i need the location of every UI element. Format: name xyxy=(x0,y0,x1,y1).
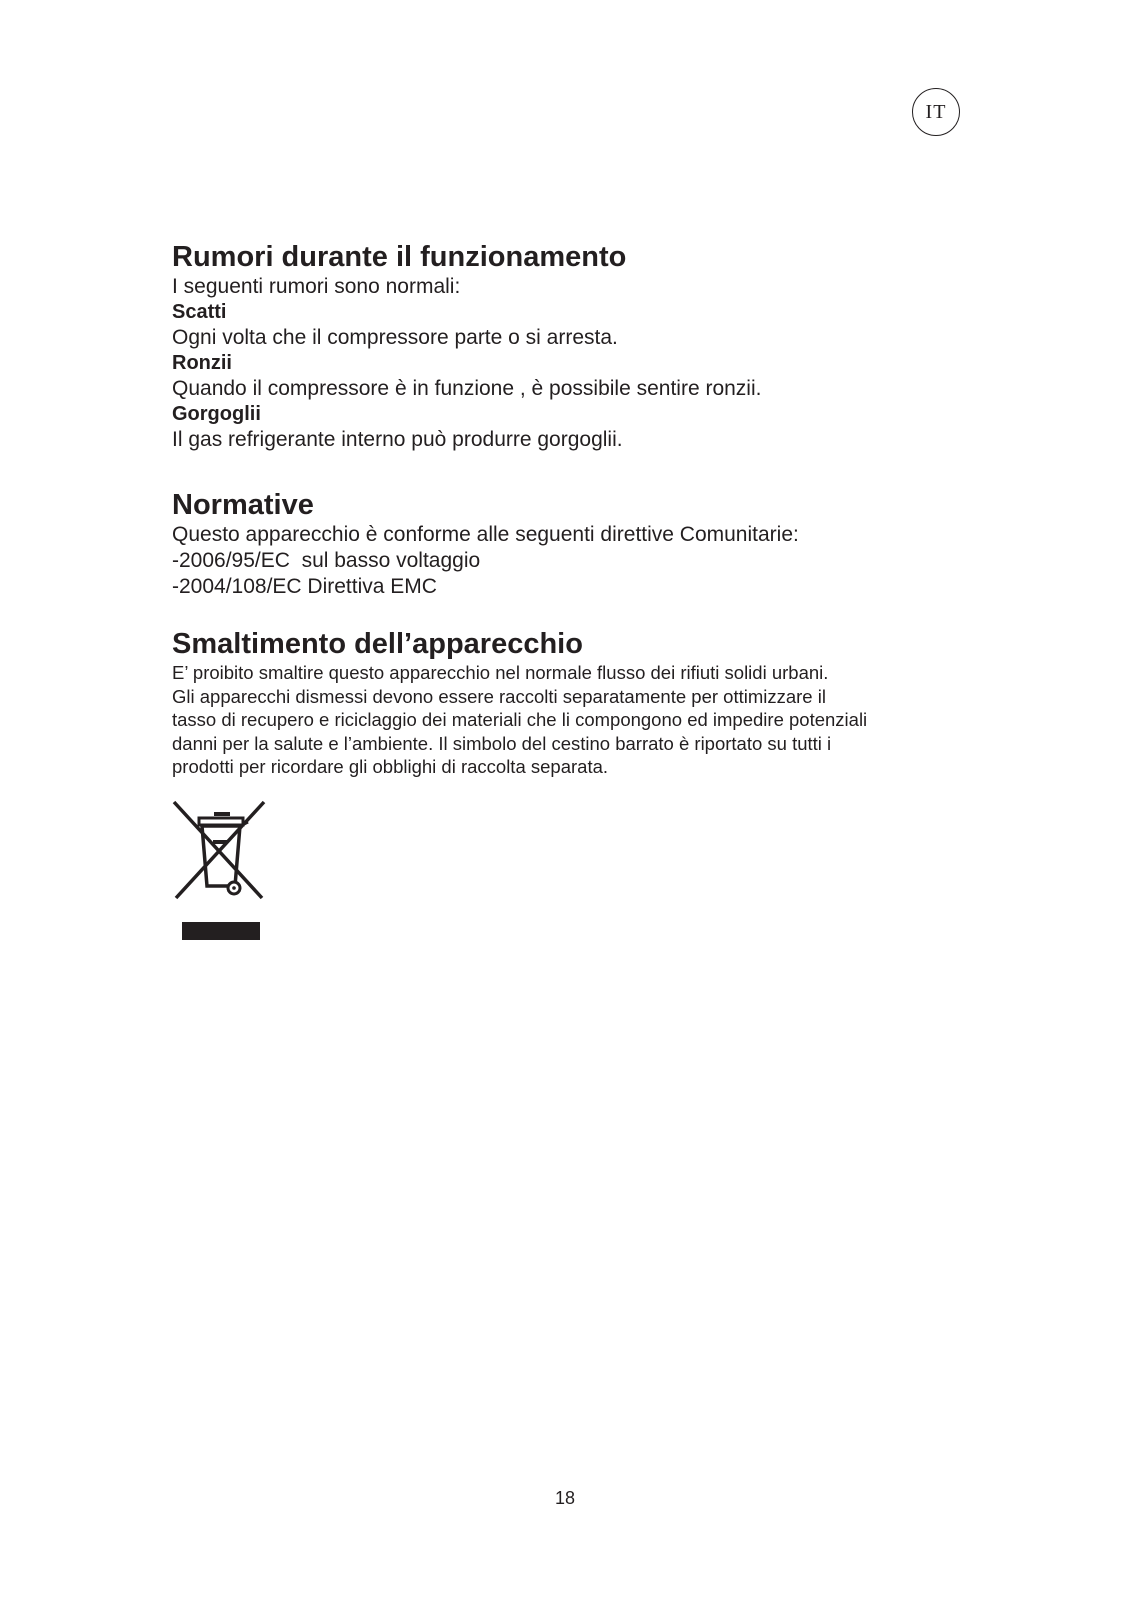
noise-intro: I seguenti rumori sono normali: xyxy=(172,275,461,298)
disposal-line: prodotti per ricordare gli obblighi di raccolta separata. xyxy=(172,756,609,777)
disposal-section xyxy=(172,627,972,779)
noise-item-label: Ronzii xyxy=(172,352,232,374)
noise-item-label: Scatti xyxy=(172,301,227,323)
norms-section-title: Normative xyxy=(172,489,314,521)
page-number: 18 xyxy=(554,1488,576,1508)
disposal-line: Gli apparecchi dismessi devono essere raccolti separatamente per ottimizzare il xyxy=(172,685,826,707)
disposal-line: tasso di recupero e riciclaggio dei materiali che li compongono ed impedire potenziali xyxy=(172,709,868,730)
crossed-out-wheeled-bin-icon xyxy=(172,800,268,940)
disposal-line: danni per la salute e l’ambiente. Il simbolo del cestino barrato è riportato su tutti i xyxy=(172,732,832,754)
disposal-line: E’ proibito smaltire questo apparecchio nel normale flusso dei rifiuti solidi urbani. xyxy=(172,662,829,683)
norms-line: Questo apparecchio è conforme alle seguenti direttive Comunitarie: xyxy=(172,523,799,546)
norms-line: -2006/95/EC sul basso voltaggio xyxy=(172,549,481,572)
language-badge: IT xyxy=(912,88,960,136)
noise-item-text: Il gas refrigerante interno può produrre gorgoglii. xyxy=(172,428,623,451)
noise-item-label: Gorgoglii xyxy=(172,403,261,425)
norms-section xyxy=(172,488,972,600)
noise-item-text: Ogni volta che il compressore parte o si arresta. xyxy=(172,326,618,349)
norms-line: -2004/108/EC Direttiva EMC xyxy=(172,575,437,598)
disposal-section-title: Smaltimento dell’apparecchio xyxy=(172,628,583,660)
noise-item-text: Quando il compressore è in funzione , è possibile sentire ronzii. xyxy=(172,377,762,400)
noise-section-title: Rumori durante il funzionamento xyxy=(172,241,627,273)
noise-section xyxy=(172,240,972,453)
